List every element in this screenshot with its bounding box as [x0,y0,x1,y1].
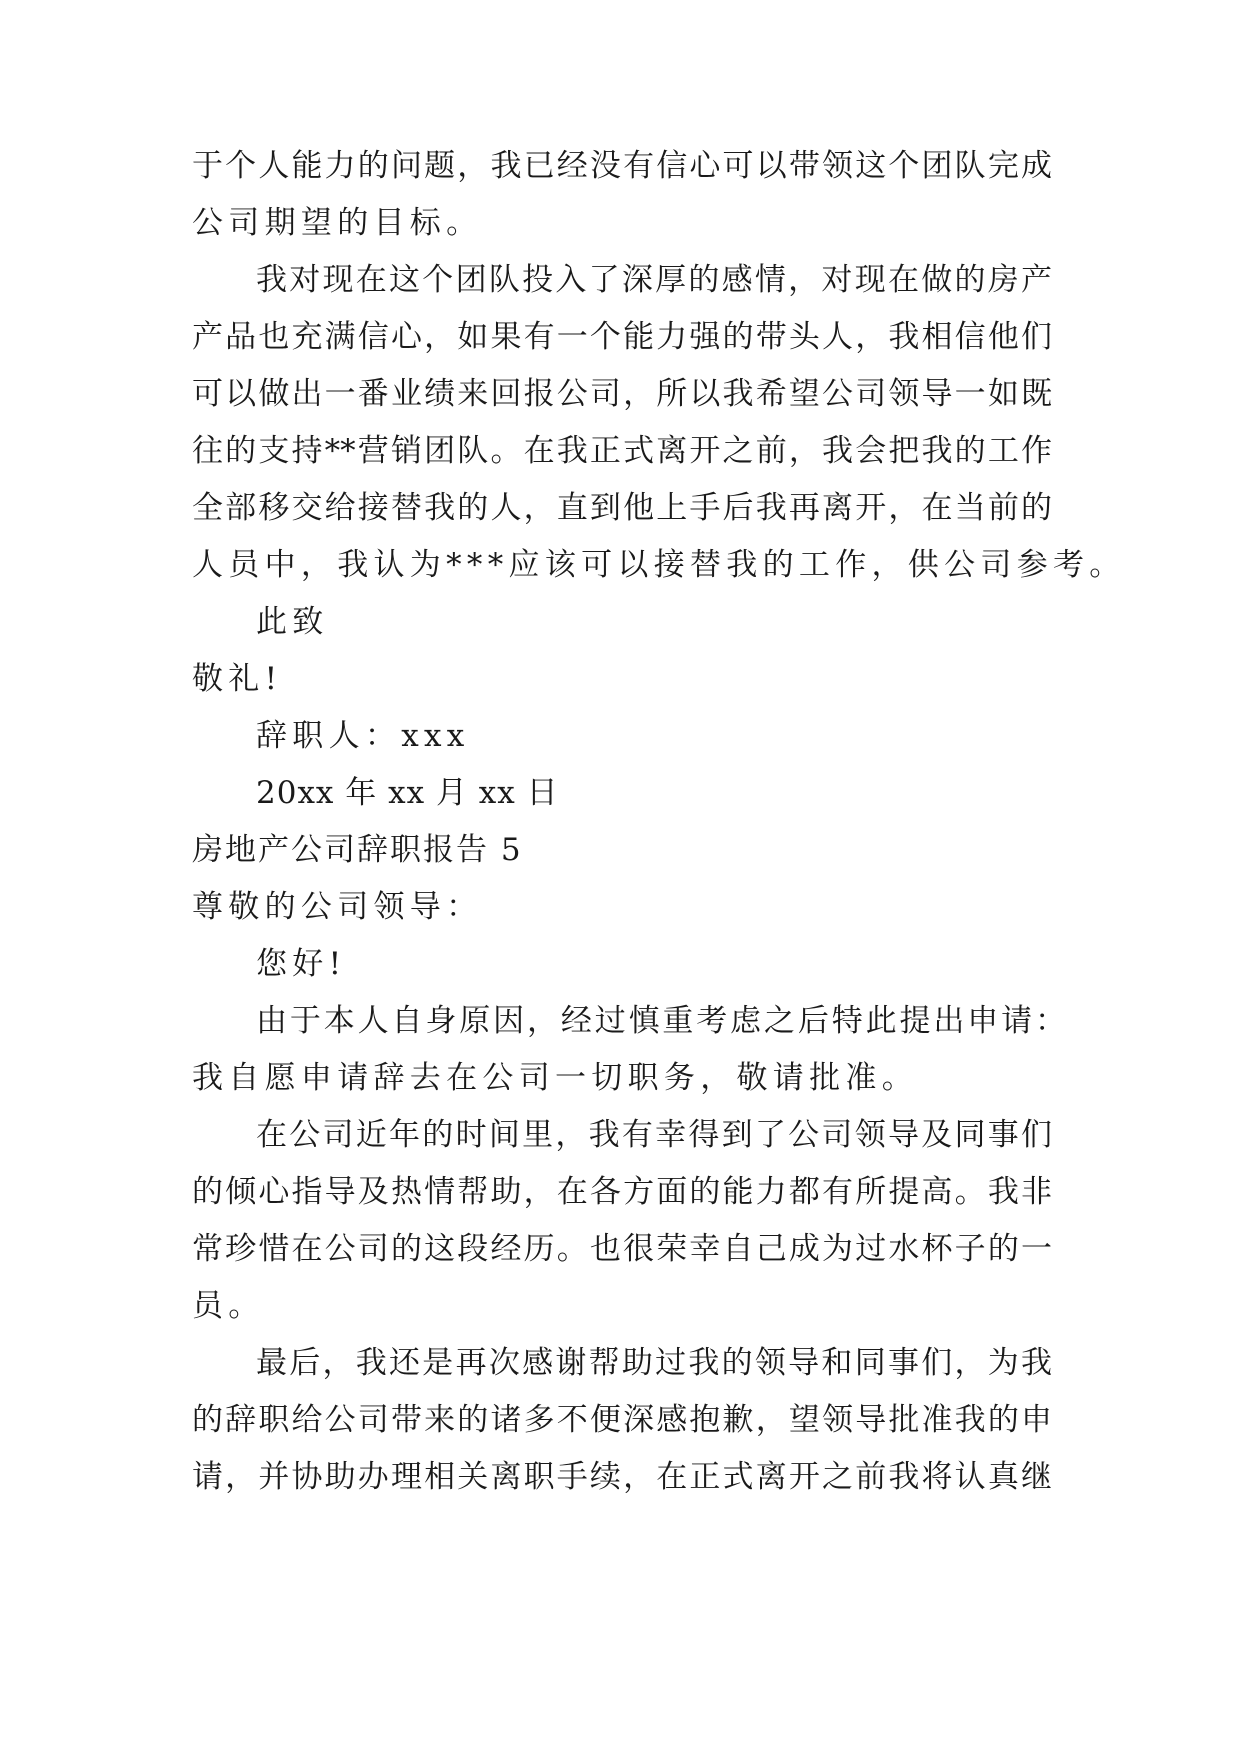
greeting-recipient: 尊敬的公司领导： [192,889,483,925]
body-text-line: 最后，我还是再次感谢帮助过我的领导和同事们，为我 [256,1345,1052,1381]
body-text-line: 人员中，我认为***应该可以接替我的工作，供公司参考。 [192,547,1126,583]
body-text-line: 在公司近年的时间里，我有幸得到了公司领导及同事们 [256,1117,1052,1153]
section-title: 房地产公司辞职报告 5 [192,832,523,868]
body-text-line: 由于本人自身原因，经过慎重考虑之后特此提出申请： [256,1003,1066,1039]
body-text-line: 的倾心指导及热情帮助，在各方面的能力都有所提高。我非 [192,1174,1052,1210]
body-text-line: 的辞职给公司带来的诸多不便深感抱歉，望领导批准我的申 [192,1402,1052,1438]
body-text-line: 我自愿申请辞去在公司一切职务，敬请批准。 [192,1060,918,1096]
body-text-line: 于个人能力的问题，我已经没有信心可以带领这个团队完成 [192,148,1052,184]
body-text-line: 员。 [192,1288,265,1324]
closing-salutation: 此致 [256,604,329,640]
body-text-line: 公司期望的目标。 [192,205,483,241]
body-text-line: 我对现在这个团队投入了深厚的感情，对现在做的房产 [256,262,1052,298]
body-text-line: 可以做出一番业绩来回报公司，所以我希望公司领导一如既 [192,376,1052,412]
signer-line: 辞职人：xxx [256,718,470,754]
greeting-hello: 您好! [256,946,347,982]
closing-regards: 敬礼! [192,661,283,697]
body-text-line: 请，并协助办理相关离职手续，在正式离开之前我将认真继 [192,1459,1052,1495]
body-text-line: 常珍惜在公司的这段经历。也很荣幸自己成为过水杯子的一 [192,1231,1052,1267]
body-text-line: 产品也充满信心，如果有一个能力强的带头人，我相信他们 [192,319,1052,355]
body-text-line: 全部移交给接替我的人，直到他上手后我再离开，在当前的 [192,490,1052,526]
date-line: 20xx 年 xx 月 xx 日 [256,775,559,811]
body-text-line: 往的支持**营销团队。在我正式离开之前，我会把我的工作 [192,433,1052,469]
